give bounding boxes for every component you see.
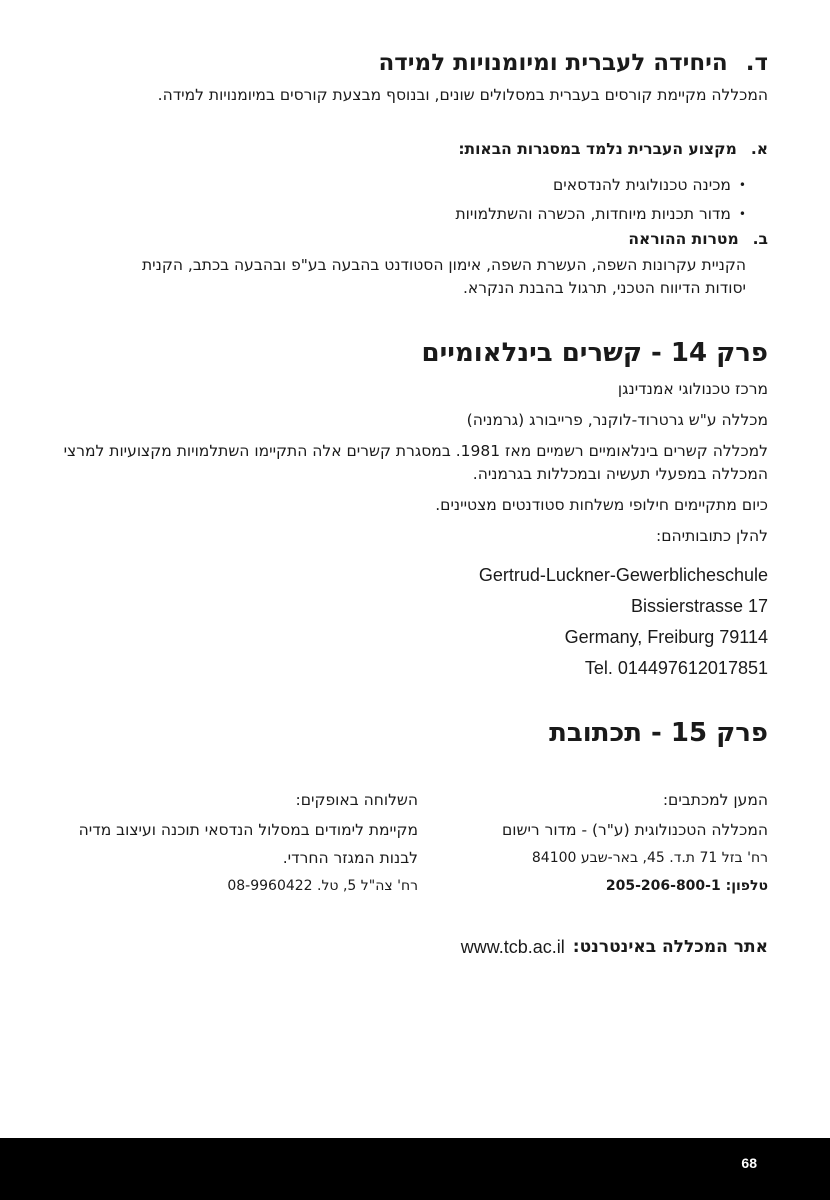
website-line <box>461 937 768 958</box>
address-line: Tel. 014497612017851 <box>584 658 768 678</box>
address-line: Gertrud-Luckner-Gewerblicheschule <box>478 565 768 585</box>
chapter-14-line: מרכז טכנולוגי אמנדינגן <box>617 380 768 398</box>
chapter-14-line: מכללה ע"ש גרטרוד-לוקנר, פרייבורג (גרמניה) <box>466 411 768 429</box>
section-d-title: היחידה לעברית ומיומנויות למידה <box>378 50 728 76</box>
chapter-14-title: פרק 14 - קשרים בינלאומיים <box>421 338 768 368</box>
address-line: Germany, Freiburg 79114 <box>564 627 768 647</box>
branch-description: מקיימת לימודים במסלול הנדסאי תוכנה ועיצוב מדיה לבנות המגזר החרדי. <box>78 821 418 867</box>
mailing-address-line: המכללה הטכנולוגית (ע"ר) - מדור רישום <box>501 821 768 839</box>
address-line: Bissierstrasse 17 <box>630 596 768 616</box>
bullet-icon: • <box>738 177 746 192</box>
subsection-a-heading <box>458 140 768 158</box>
ofakim-branch-block <box>58 786 418 900</box>
subsection-a-title: מקצוע העברית נלמד במסגרות הבאות: <box>458 140 737 158</box>
chapter-15-title: פרק 15 - תכתובת <box>549 718 768 748</box>
bullet-icon: • <box>738 206 746 221</box>
subsection-b-text: הקניית עקרונות השפה, העשרת השפה, אימון הסטודנט בהבעה בע"פ ובהבעה בכתב, הקנית יסודות הדיווח הטכני, תרגול בהבנת הנקרא. <box>141 256 746 297</box>
mailing-address-heading: המען למכתבים: <box>662 791 768 809</box>
branch-heading: השלוחה באופקים: <box>295 791 418 809</box>
subsection-b-letter: ב. <box>752 230 768 248</box>
list-item: • מכינה טכנולוגית להנדסאים <box>553 175 746 194</box>
chapter-14-body <box>63 378 768 556</box>
subsection-a-list <box>456 170 747 228</box>
section-d-text: המכללה מקיימת קורסים בעברית במסלולים שונים, ובנוסף מבצעת קורסים במיומנויות למידה. <box>157 86 768 104</box>
section-d-heading <box>378 50 768 76</box>
chapter-14-line: למכללה קשרים בינלאומיים רשמיים מאז 1981. במסגרת קשרים אלה התקיימו השתלמויות מקצועיות למרצי המכללה במפעלי תעשיה ובמכללות בגרמניה. <box>63 442 768 483</box>
chapter-14-line: להלן כתובותיהם: <box>656 527 768 545</box>
subsection-b-heading <box>628 230 768 248</box>
website-label: אתר המכללה באינטרנט: <box>572 937 768 957</box>
subsection-a-letter: א. <box>750 140 768 158</box>
mailing-address-line: רח' בזל 71 ת.ד. 45, באר-שבע 84100 <box>531 850 768 866</box>
website-link[interactable]: www.tcb.ac.il <box>460 937 565 957</box>
list-item: • מדור תכניות מיוחדות, הכשרה והשתלמויות <box>455 204 746 223</box>
subsection-b-title: מטרות ההוראה <box>628 230 739 248</box>
chapter-14-line: כיום מתקיימים חילופי משלחות סטודנטים מצטיינים. <box>435 496 768 514</box>
page-number: 68 <box>741 1155 757 1171</box>
branch-address: רח' צה"ל 5, טל. 08-9960422 <box>227 878 418 894</box>
phone-line: טלפון: 205-206-800-1 <box>605 878 768 894</box>
footer-bar <box>0 1138 830 1200</box>
german-school-address <box>479 560 768 684</box>
section-d-letter: ד. <box>745 50 768 76</box>
mailing-address-block <box>468 786 768 900</box>
